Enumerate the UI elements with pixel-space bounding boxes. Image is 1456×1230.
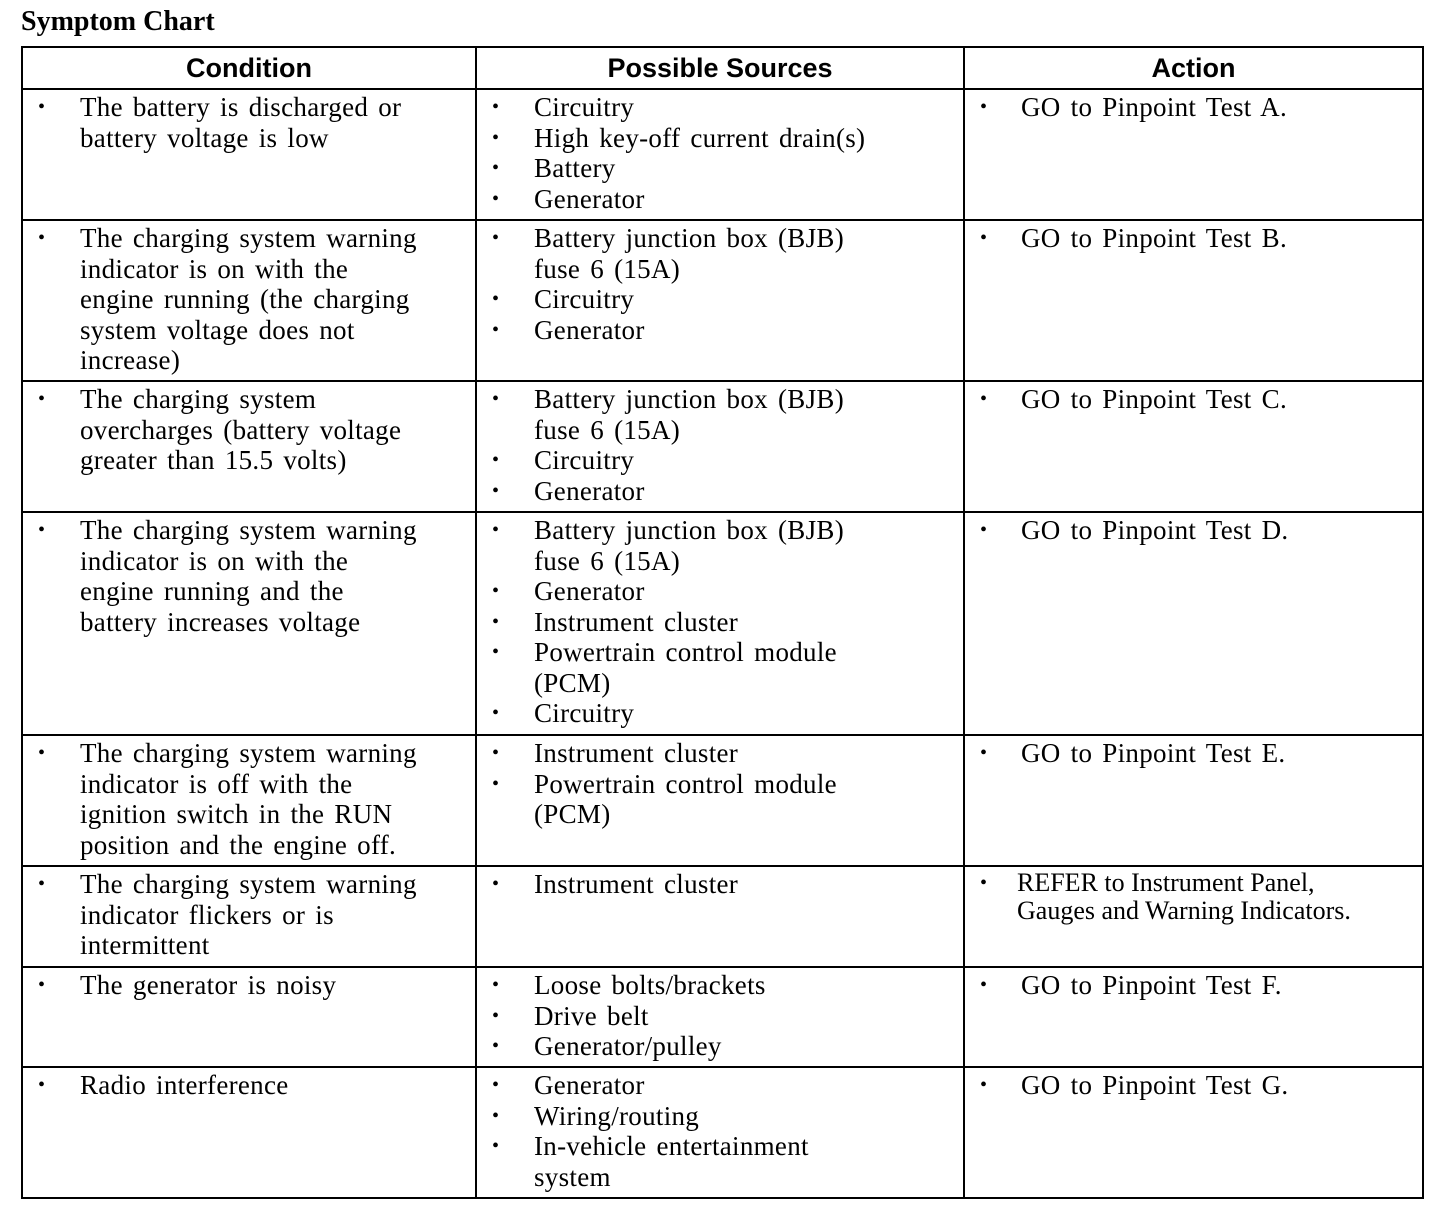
condition-text: increase) xyxy=(80,345,181,375)
list-item xyxy=(965,515,1414,546)
list-item xyxy=(23,92,467,153)
bullet-icon: • xyxy=(980,96,988,118)
source-text: Circuitry xyxy=(534,698,635,728)
condition-text: intermittent xyxy=(80,930,210,960)
action-cell xyxy=(964,512,1423,735)
source-text: Generator xyxy=(534,314,645,345)
list-item xyxy=(477,92,955,123)
list-item xyxy=(965,738,1414,769)
bullet-icon: • xyxy=(492,1074,500,1096)
bullet-icon: • xyxy=(492,1104,500,1127)
source-text: fuse 6 (15A) xyxy=(534,545,681,576)
condition-text: position and the engine off. xyxy=(80,829,397,860)
condition-text: overcharges (battery voltage xyxy=(80,414,402,445)
header-action: Action xyxy=(964,47,1423,89)
bullet-icon: • xyxy=(38,519,46,541)
condition-list xyxy=(23,1068,475,1105)
bullet-icon: • xyxy=(492,580,500,602)
list-item xyxy=(477,384,955,445)
action-cell xyxy=(964,735,1423,866)
bullet-icon: • xyxy=(38,1074,46,1096)
condition-text: Radio interference xyxy=(80,1070,289,1100)
bullet-icon: • xyxy=(38,742,46,764)
list-item xyxy=(477,515,955,576)
list-item xyxy=(477,445,955,476)
action-cell xyxy=(964,967,1423,1067)
list-item xyxy=(23,869,467,961)
condition-cell xyxy=(22,866,476,967)
bullet-icon: • xyxy=(492,610,500,633)
action-text: Gauges and Warning Indicators. xyxy=(1017,896,1351,925)
bullet-icon: • xyxy=(38,227,46,249)
source-text: (PCM) xyxy=(534,799,611,829)
header-row xyxy=(22,47,1423,89)
condition-text: The generator is noisy xyxy=(80,970,337,1000)
source-text: Circuitry xyxy=(534,92,635,122)
action-text: GO to Pinpoint Test D. xyxy=(1021,515,1289,545)
condition-text: ignition switch in the RUN xyxy=(80,799,393,829)
header-possible-sources: Possible Sources xyxy=(476,47,964,89)
condition-list xyxy=(23,867,475,965)
bullet-icon: • xyxy=(492,187,500,210)
condition-text: battery increases voltage xyxy=(80,606,361,637)
source-text: system xyxy=(534,1161,611,1192)
sources-list xyxy=(477,968,963,1066)
bullet-icon: • xyxy=(492,702,500,724)
source-text: Generator/pulley xyxy=(534,1031,722,1061)
header-condition: Condition xyxy=(22,47,476,89)
condition-text: indicator flickers or is xyxy=(80,899,334,930)
source-text: fuse 6 (15A) xyxy=(534,253,681,284)
action-text: GO to Pinpoint Test B. xyxy=(1021,223,1287,253)
source-text: Wiring/routing xyxy=(534,1100,700,1131)
sources-list xyxy=(477,221,963,349)
action-list xyxy=(965,513,1422,550)
action-list xyxy=(965,968,1422,1005)
source-text: Circuitry xyxy=(534,284,635,314)
sources-list xyxy=(477,736,963,834)
list-item xyxy=(477,284,955,315)
page-title: Symptom Chart xyxy=(21,6,215,37)
source-text: Circuitry xyxy=(534,445,635,475)
bullet-icon: • xyxy=(492,641,500,663)
sources-cell xyxy=(476,1067,964,1198)
action-cell xyxy=(964,866,1423,967)
list-item xyxy=(477,698,955,729)
bullet-icon: • xyxy=(980,388,988,410)
condition-list xyxy=(23,221,475,380)
action-list xyxy=(965,867,1422,929)
list-item xyxy=(23,384,467,476)
source-text: Generator xyxy=(534,576,645,606)
bullet-icon: • xyxy=(492,227,500,249)
condition-cell xyxy=(22,381,476,512)
table-row xyxy=(22,735,1423,866)
bullet-icon: • xyxy=(980,872,988,894)
source-text: Loose bolts/brackets xyxy=(534,970,766,1000)
list-item xyxy=(477,123,955,154)
list-item xyxy=(477,576,955,607)
source-text: Generator xyxy=(534,475,645,506)
list-item xyxy=(477,1101,955,1132)
bullet-icon: • xyxy=(492,449,500,471)
condition-cell xyxy=(22,512,476,735)
bullet-icon: • xyxy=(492,873,500,895)
bullet-icon: • xyxy=(980,227,988,249)
bullet-icon: • xyxy=(492,126,500,149)
list-item xyxy=(965,970,1414,1001)
source-text: Generator xyxy=(534,1070,645,1100)
source-text: (PCM) xyxy=(534,667,611,698)
condition-cell xyxy=(22,220,476,381)
source-text: Battery junction box (BJB) xyxy=(534,384,845,414)
list-item xyxy=(477,970,955,1001)
condition-text: The charging system warning xyxy=(80,738,417,768)
bullet-icon: • xyxy=(492,1004,500,1027)
condition-list xyxy=(23,513,475,641)
condition-text: The charging system warning xyxy=(80,515,417,545)
bullet-icon: • xyxy=(492,479,500,502)
list-item xyxy=(23,1070,467,1101)
source-text: Battery junction box (BJB) xyxy=(534,515,845,545)
source-text: Powertrain control module xyxy=(534,768,837,799)
list-item xyxy=(477,315,955,346)
list-item xyxy=(477,1131,955,1192)
bullet-icon: • xyxy=(38,388,46,410)
sources-list xyxy=(477,382,963,510)
source-text: fuse 6 (15A) xyxy=(534,414,681,445)
bullet-icon: • xyxy=(492,519,500,541)
list-item xyxy=(23,223,467,376)
sources-cell xyxy=(476,512,964,735)
condition-text: system voltage does not xyxy=(80,314,355,345)
source-text: Instrument cluster xyxy=(534,869,739,899)
condition-text: greater than 15.5 volts) xyxy=(80,445,347,475)
action-list xyxy=(965,736,1422,773)
list-item xyxy=(965,1070,1414,1101)
condition-cell xyxy=(22,967,476,1067)
list-item xyxy=(477,869,955,900)
source-text: High key-off current drain(s) xyxy=(534,122,866,153)
list-item xyxy=(477,1070,955,1101)
table-row xyxy=(22,967,1423,1067)
source-text: Powertrain control module xyxy=(534,637,837,667)
table-row xyxy=(22,866,1423,967)
sources-cell xyxy=(476,967,964,1067)
list-item xyxy=(477,1001,955,1032)
table-row xyxy=(22,89,1423,220)
condition-text: The charging system xyxy=(80,384,317,414)
action-text: GO to Pinpoint Test C. xyxy=(1021,384,1287,414)
condition-text: engine running and the xyxy=(80,576,344,606)
condition-text: engine running (the charging xyxy=(80,284,410,314)
list-item xyxy=(477,153,955,184)
list-item xyxy=(23,515,467,637)
list-item xyxy=(23,738,467,860)
bullet-icon: • xyxy=(38,96,46,118)
condition-cell xyxy=(22,735,476,866)
action-cell xyxy=(964,220,1423,381)
action-cell xyxy=(964,89,1423,220)
action-text: GO to Pinpoint Test G. xyxy=(1021,1070,1289,1100)
bullet-icon: • xyxy=(980,1074,988,1096)
condition-text: indicator is off with the xyxy=(80,768,353,799)
bullet-icon: • xyxy=(492,288,500,310)
list-item xyxy=(477,607,955,638)
bullet-icon: • xyxy=(492,1135,500,1157)
action-text: GO to Pinpoint Test E. xyxy=(1021,738,1286,768)
action-cell xyxy=(964,381,1423,512)
action-list xyxy=(965,382,1422,419)
sources-list xyxy=(477,867,963,904)
bullet-icon: • xyxy=(980,519,988,541)
sources-list xyxy=(477,90,963,218)
action-list xyxy=(965,1068,1422,1105)
list-item xyxy=(477,223,955,284)
table-row xyxy=(22,1067,1423,1198)
condition-list xyxy=(23,90,475,157)
bullet-icon: • xyxy=(492,772,500,795)
sources-cell xyxy=(476,89,964,220)
action-cell xyxy=(964,1067,1423,1198)
source-text: Battery junction box (BJB) xyxy=(534,223,845,253)
bullet-icon: • xyxy=(492,96,500,118)
action-text: GO to Pinpoint Test A. xyxy=(1021,92,1287,122)
bullet-icon: • xyxy=(492,318,500,341)
condition-cell xyxy=(22,1067,476,1198)
condition-text: The charging system warning xyxy=(80,223,417,253)
list-item xyxy=(477,769,955,830)
bullet-icon: • xyxy=(492,974,500,996)
source-text: Instrument cluster xyxy=(534,606,739,637)
condition-text: indicator is on with the xyxy=(80,253,349,284)
source-text: In-vehicle entertainment xyxy=(534,1131,809,1161)
list-item xyxy=(23,970,467,1001)
source-text: Drive belt xyxy=(534,1000,649,1031)
condition-text: The battery is discharged or xyxy=(80,92,402,122)
table-row xyxy=(22,220,1423,381)
bullet-icon: • xyxy=(492,742,500,764)
sources-list xyxy=(477,1068,963,1196)
list-item xyxy=(477,1031,955,1062)
condition-list xyxy=(23,736,475,864)
sources-cell xyxy=(476,220,964,381)
bullet-icon: • xyxy=(492,388,500,410)
list-item xyxy=(965,92,1414,123)
bullet-icon: • xyxy=(38,974,46,996)
sources-list xyxy=(477,513,963,733)
bullet-icon: • xyxy=(980,742,988,764)
condition-cell xyxy=(22,89,476,220)
symptom-chart-table xyxy=(21,46,1424,1199)
list-item xyxy=(477,637,955,698)
action-text: GO to Pinpoint Test F. xyxy=(1021,970,1282,1000)
sources-cell xyxy=(476,381,964,512)
action-list xyxy=(965,90,1422,127)
action-text: REFER to Instrument Panel, xyxy=(1017,868,1315,897)
sources-cell xyxy=(476,866,964,967)
bullet-icon: • xyxy=(492,1035,500,1057)
list-item xyxy=(477,738,955,769)
condition-list xyxy=(23,382,475,480)
condition-list xyxy=(23,968,475,1005)
bullet-icon: • xyxy=(980,974,988,996)
condition-text: The charging system warning xyxy=(80,869,417,899)
table-row xyxy=(22,512,1423,735)
list-item xyxy=(965,223,1414,254)
list-item xyxy=(965,869,1414,925)
bullet-icon: • xyxy=(38,873,46,895)
source-text: Generator xyxy=(534,183,645,214)
list-item xyxy=(477,476,955,507)
source-text: Instrument cluster xyxy=(534,738,739,768)
list-item xyxy=(477,184,955,215)
list-item xyxy=(965,384,1414,415)
table-row xyxy=(22,381,1423,512)
action-list xyxy=(965,221,1422,258)
source-text: Battery xyxy=(534,153,616,183)
bullet-icon: • xyxy=(492,157,500,179)
condition-text: battery voltage is low xyxy=(80,122,329,153)
condition-text: indicator is on with the xyxy=(80,545,349,576)
sources-cell xyxy=(476,735,964,866)
